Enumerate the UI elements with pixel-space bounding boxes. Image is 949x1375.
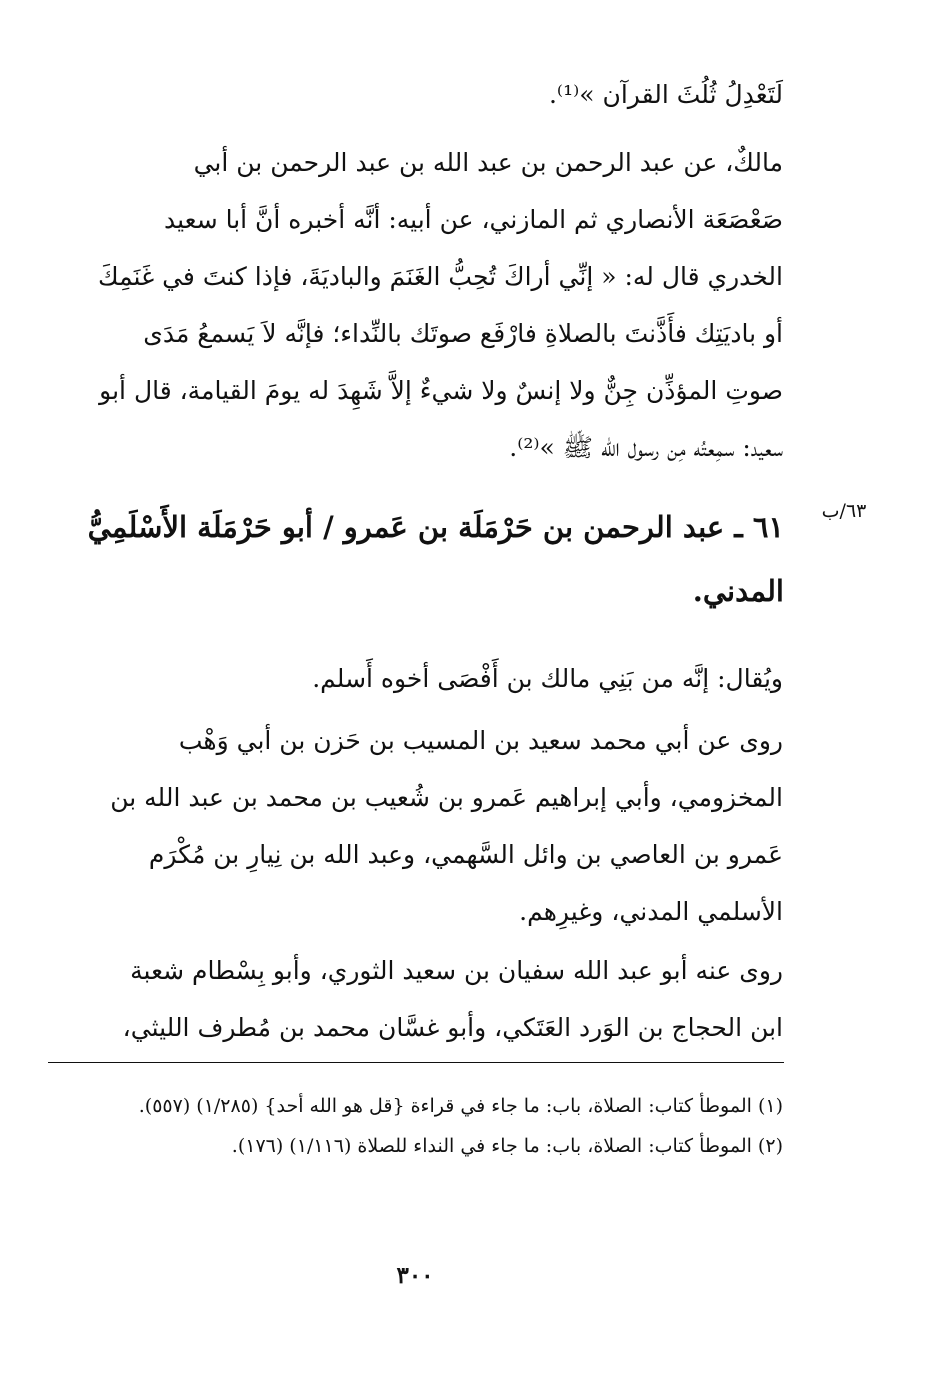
- text-line: الأسلمي المدني، وغيرِهم.: [519, 897, 783, 926]
- entry-heading: [49, 495, 784, 623]
- text-line: روى عنه أبو عبد الله سفيان بن سعيد الثوري، وأبو بِسْطام شعبة: [130, 956, 783, 985]
- paragraph-lineage: [48, 650, 783, 707]
- text-line: ويُقال: إنَّه من بَنِي مالك بن أَفْصَى أخوه أَسلم.: [312, 664, 783, 693]
- text-line: سعيد: سمِعتُه مِن رسول الله ﷺ »⁽²⁾.: [509, 433, 783, 462]
- heading-line: المدني.: [692, 574, 784, 608]
- opening-line: [48, 66, 783, 123]
- heading-line: ٦١ ـ عبد الرحمن بن حَرْمَلَة بن عَمرو / أبو حَرْمَلَة الأَسْلَمِيُّ: [87, 510, 784, 544]
- page-number: ٣٠٠: [396, 1262, 434, 1289]
- text-line: لَتَعْدِلُ ثُلُثَ القرآن »⁽¹⁾.: [548, 80, 783, 109]
- text-line: صوتِ المؤذِّن جِنٌّ ولا إنسٌ ولا شيءٌ إلاَّ شَهِدَ له يومَ القيامة، قال أبو: [99, 376, 783, 405]
- text-line: المخزومي، وأبي إبراهيم عَمرو بن شُعيب بن محمد بن عبد الله بن: [110, 783, 783, 812]
- footnote-1: (١) الموطأ كتاب: الصلاة، باب: ما جاء في قراءة {قل هو الله أحد} (١/٢٨٥) (٥٥٧).: [138, 1095, 783, 1117]
- text-line: روى عن أبي محمد سعيد بن المسيب بن حَزن بن أبي وَهْب: [178, 726, 783, 755]
- paragraph-malik-hadith: [48, 134, 783, 476]
- footnotes: [48, 1086, 783, 1166]
- text-line: ابن الحجاج بن الوَرد العَتَكي، وأبو غسَّان محمد بن مُطرف الليثي،: [122, 1013, 783, 1042]
- paragraph-narrated-from: [48, 712, 783, 940]
- text-line: الخدري قال له: « إنِّي أراكَ تُحِبُّ الغَنَمَ والباديَةَ، فإذا كنتَ في غَنَمِكَ: [98, 262, 783, 291]
- footnote-separator: [48, 1062, 784, 1063]
- footnote-2: (٢) الموطأ كتاب: الصلاة، باب: ما جاء في النداء للصلاة (١/١١٦) (١٧٦).: [231, 1135, 783, 1157]
- text-line: مالكٌ، عن عبد الرحمن بن عبد الله بن عبد الرحمن بن أبي: [193, 148, 783, 177]
- text-line: عَمرو بن العاصي بن وائل السَّهمي، وعبد الله بن نِيارِ بن مُكْرَم: [148, 840, 783, 869]
- paragraph-narrated-by: [48, 942, 783, 1056]
- text-line: صَعْصَعَة الأنصاري ثم المازني، عن أبيه: أنَّه أخبره أنَّ أبا سعيد: [163, 205, 783, 234]
- text-line: أو باديَتِك فأَذَّنتَ بالصلاةِ فارْفَع صوتَك بالنِّداء؛ فإنَّه لاَ يَسمعُ مَدَى: [143, 319, 783, 348]
- margin-folio-note: ٦٣/ب: [821, 500, 867, 522]
